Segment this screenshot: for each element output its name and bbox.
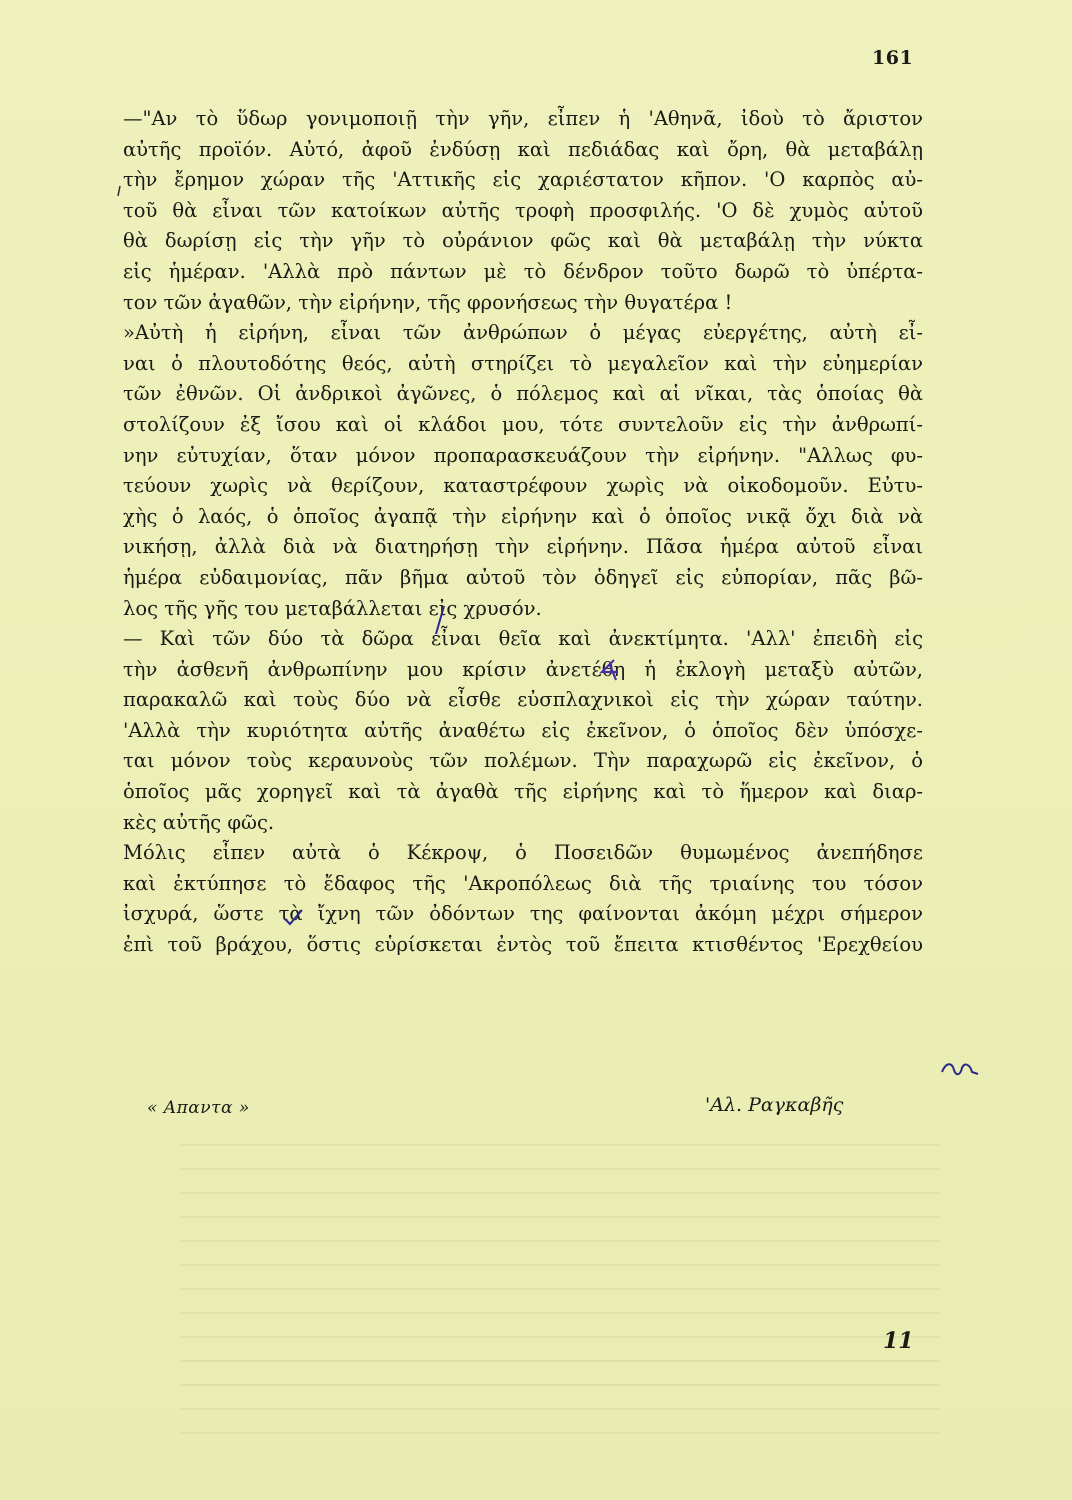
margin-tick-icon [114,184,124,198]
source-title: « Απαντα » [147,1098,250,1118]
text-line: — Καὶ τῶν δύο τὰ δῶρα εἶναι θεῖα καὶ ἀνεκτίμητα. 'Αλλ' ἐπειδὴ εἰς [123,627,923,651]
body-text [123,104,923,961]
text-line: 'Αλλὰ τὴν κυριότητα αὐτῆς ἀναθέτω εἰς ἐκεῖνον, ὁ ὁποῖος δὲν ὑπόσχε- [123,718,923,742]
text-line: τὴν ἀσθενῆ ἀνθρωπίνην μου κρίσιν ἀνετέθη ἡ ἐκλογὴ μεταξὺ αὐτῶν, [123,657,923,681]
text-line: νικήσῃ, ἀλλὰ διὰ νὰ διατηρήσῃ τὴν εἰρήνην. Πᾶσα ἡμέρα αὐτοῦ εἶναι [123,535,923,559]
text-line: εἰς ἡμέραν. 'Αλλὰ πρὸ πάντων μὲ τὸ δένδρον τοῦτο δωρῶ τὸ ὑπέρτα- [123,259,923,283]
text-line: Μόλις εἶπεν αὐτὰ ὁ Κέκροψ, ὁ Ποσειδῶν θυμωμένος ἀνεπήδησε [123,841,923,865]
text-line: —"Αν τὸ ὕδωρ γονιμοποιῇ τὴν γῆν, εἶπεν ἡ 'Αθηνᾶ, ἰδοὺ τὸ ἄριστον [123,107,923,130]
text-line: καὶ ἐκτύπησε τὸ ἔδαφος τῆς 'Ακροπόλεως διὰ τῆς τριαίνης του τόσον [123,871,923,895]
text-line: »Αὐτὴ ἡ εἰρήνη, εἶναι τῶν ἀνθρώπων ὁ μέγας εὐεργέτης, αὐτὴ εἶ- [123,321,923,345]
text-line: ται μόνον τοὺς κεραυνοὺς τῶν πολέμων. Τὴν παραχωρῶ εἰς ἐκεῖνον, ὁ [123,749,923,773]
text-line: χὴς ὁ λαός, ὁ ὁποῖος ἀγαπᾷ τὴν εἰρήνην καὶ ὁ ὁποῖος νικᾷ ὄχι διὰ νὰ [123,504,923,528]
text-line: τοῦ θὰ εἶναι τῶν κατοίκων αὐτῆς τροφὴ προσφιλής. 'Ο δὲ χυμὸς αὐτοῦ [123,198,923,222]
text-line: θὰ δωρίσῃ εἰς τὴν γῆν τὸ οὐράνιον φῶς καὶ θὰ μεταβάλῃ τὴν νύκτα [123,229,923,253]
text-line: τον τῶν ἀγαθῶν, τὴν εἰρήνην, τῆς φρονήσεως τὴν θυγατέρα ! [123,290,733,314]
text-line: τὴν ἔρημον χώραν τῆς 'Αττικῆς εἰς χαριέστατον κῆπον. 'Ο καρπὸς αὐ- [123,168,923,192]
text-line: κὲς αὐτῆς φῶς. [123,810,275,834]
correction-mark-icon [596,656,624,684]
text-line: ἐπὶ τοῦ βράχου, ὅστις εὑρίσκεται ἐντὸς τοῦ ἔπειτα κτισθέντος 'Ερεχθείου [123,933,923,957]
text-line: ὁποῖος μᾶς χορηγεῖ καὶ τὰ ἀγαθὰ τῆς εἰρήνης καὶ τὸ ἥμερον καὶ διαρ- [123,780,923,804]
signature-number: 11 [883,1328,914,1354]
pencil-mark-icon [430,604,448,636]
text-line: στολίζουν ἐξ ἴσου καὶ οἱ κλάδοι μου, τότε συντελοῦν εἰς τὴν ἀνθρωπί- [123,412,923,436]
check-mark-icon [282,904,306,928]
text-line: ἰσχυρά, ὥστε τὰ ἴχνη τῶν ὀδόντων της φαίνονται ἀκόμη μέχρι σήμερον [123,902,923,926]
text-line: ἡμέρα εὐδαιμονίας, πᾶν βῆμα αὐτοῦ τὸν ὁδηγεῖ εἰς εὐπορίαν, πᾶς βῶ- [123,565,923,589]
author-name: 'Αλ. Ραγκαβῆς [705,1094,844,1116]
text-line: ναι ὁ πλουτοδότης θεός, αὐτὴ στηρίζει τὸ μεγαλεῖον καὶ τὴν εὐημερίαν [123,351,923,375]
text-line: λος τῆς γῆς του μεταβάλλεται εἰς χρυσόν. [123,596,542,620]
margin-squiggle-icon [940,1058,980,1082]
text-line: παρακαλῶ καὶ τοὺς δύο νὰ εἶσθε εὐσπλαχνικοὶ εἰς τὴν χώραν ταύτην. [123,688,923,712]
text-line: νην εὐτυχίαν, ὅταν μόνον προπαρασκευάζουν τὴν εἰρήνην. "Αλλως φυ- [123,443,923,467]
reverse-side-show-through [180,1130,940,1450]
page-footer [0,1094,1072,1124]
text-line: αὐτῆς προϊόν. Αὐτό, ἀφοῦ ἐνδύσῃ καὶ πεδιάδας καὶ ὄρη, θὰ μεταβάλῃ [123,137,923,161]
page-number: 161 [872,47,914,69]
text-line: τῶν ἐθνῶν. Οἱ ἀνδρικοὶ ἀγῶνες, ὁ πόλεμος καὶ αἱ νῖκαι, τὰς ὁποίας θὰ [123,382,923,406]
text-line: τεύουν χωρὶς νὰ θερίζουν, καταστρέφουν χωρὶς νὰ οἰκοδομοῦν. Εὐτυ- [123,474,923,498]
